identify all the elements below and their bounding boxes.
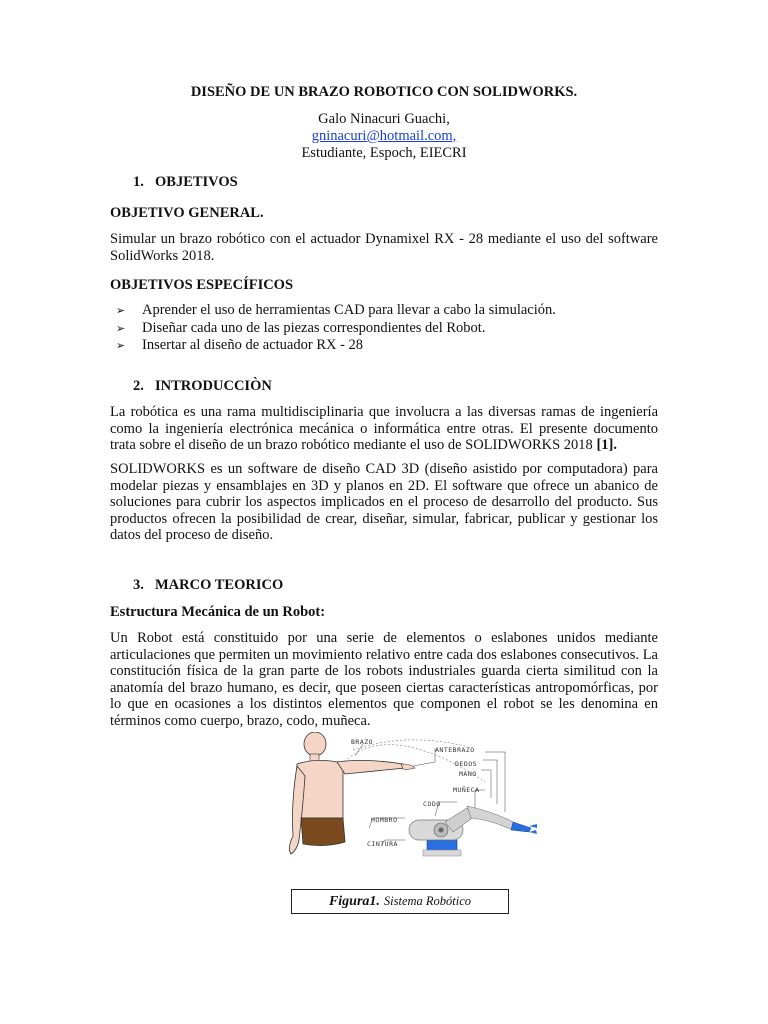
section3-number: 3. bbox=[133, 577, 144, 593]
human-figure bbox=[289, 732, 415, 854]
arrow-bullet-icon: ➢ bbox=[116, 339, 126, 352]
introduccion-paragraph-2: SOLIDWORKS es un software de diseño CAD 3D (diseño asistido por computadora) para modelar piezas y ensamblajes en 3D y planos en 2D. El software que ofrece un abanico de soluciones para cubrir los aspectos implicados en el proceso de desarrollo del producto. Sus productos ofrecen la posibilidad de crear, diseñar, simular, fabricar, publicar y gestionar los datos del proceso de diseño. bbox=[110, 461, 658, 543]
author-affiliation: Estudiante, Espoch, EIECRI bbox=[301, 145, 467, 161]
section2-number: 2. bbox=[133, 378, 144, 394]
introduccion-paragraph-1: La robótica es una rama multidisciplinaria que involucra a las diversas ramas de ingeniería como la ingeniería electrónica mecánica o informática entre otras. El presente documento trata sobre el diseño de un brazo robótico mediante el uso de SOLIDWORKS 2018 [1]. bbox=[110, 404, 658, 453]
arm-shape bbox=[337, 760, 405, 774]
label-mano: MANO bbox=[459, 770, 477, 778]
arrow-bullet-icon: ➢ bbox=[116, 304, 126, 317]
label-hombro: HOMBRO bbox=[371, 816, 398, 824]
label-codo: CODO bbox=[423, 800, 441, 808]
section2-title: INTRODUCCIÒN bbox=[155, 378, 272, 394]
head-shape bbox=[304, 732, 326, 756]
figure-caption-label: Figura1. bbox=[328, 893, 380, 909]
section3-title: MARCO TEORICO bbox=[155, 577, 284, 593]
section1-heading bbox=[133, 174, 238, 191]
list-item: ➢ Aprender el uso de herramientas CAD para llevar a cabo la simulación. bbox=[116, 302, 556, 318]
section2-heading bbox=[133, 378, 272, 395]
label-brazo: BRAZO bbox=[351, 738, 374, 746]
figure-caption-text: Sistema Robótico bbox=[383, 894, 472, 908]
label-muneca: MUÑECA bbox=[453, 786, 480, 794]
robot-gripper bbox=[511, 822, 531, 832]
label-antebrazo: ANTEBRAZO bbox=[435, 746, 475, 754]
robot-system-figure bbox=[285, 732, 543, 866]
hand-shape bbox=[401, 764, 415, 769]
document-title: DISEÑO DE UN BRAZO ROBOTICO CON SOLIDWORKS. bbox=[190, 84, 578, 100]
section1-number: 1. bbox=[133, 174, 144, 190]
arrow-bullet-icon: ➢ bbox=[116, 321, 126, 335]
section1-title: OBJETIVOS bbox=[155, 174, 238, 190]
section3-heading bbox=[133, 577, 283, 594]
list-item: ➢ Insertar al diseño de actuador RX - 28 bbox=[116, 337, 364, 353]
objetivos-especificos-heading: OBJETIVOS ESPECÍFICOS bbox=[110, 277, 294, 293]
objetivo-general-text: Simular un brazo robótico con el actuador Dynamixel RX - 28 mediante el uso del software SolidWorks 2018. bbox=[110, 231, 658, 264]
estructura-mecanica-heading: Estructura Mecánica de un Robot: bbox=[110, 604, 326, 620]
figure-caption bbox=[291, 889, 509, 914]
author-name: Galo Ninacuri Guachi, bbox=[318, 111, 450, 127]
robot-forearm bbox=[467, 806, 517, 830]
citation-ref: [1]. bbox=[596, 437, 617, 453]
author-block bbox=[0, 111, 768, 162]
objetivo-general-heading: OBJETIVO GENERAL. bbox=[110, 205, 264, 221]
author-email-link[interactable]: gninacuri@hotmail.com, bbox=[311, 128, 457, 144]
robot-arm-figure bbox=[409, 806, 537, 856]
label-cintura: CINTURA bbox=[367, 840, 398, 848]
label-dedos: DEDOS bbox=[455, 760, 478, 768]
marco-teorico-paragraph: Un Robot está constituido por una serie de elementos o eslabones unidos mediante articulaciones que permiten un movimiento relativo entre cada dos eslabones consecutivos. La constitución física de la gran parte de los robots industriales guarda cierta similitud con la anatomía del brazo humano, es decir, que poseen ciertas características antropomórficas, por lo que en ocasiones a los distintos elementos que componen el robot se les denomina en términos como cuerpo, brazo, codo, muñeca. bbox=[110, 630, 658, 729]
list-item: ➢ Diseñar cada uno de las piezas correspondientes del Robot. bbox=[116, 319, 486, 336]
pants-shape bbox=[301, 818, 345, 846]
objetivos-especificos-list bbox=[116, 302, 556, 355]
